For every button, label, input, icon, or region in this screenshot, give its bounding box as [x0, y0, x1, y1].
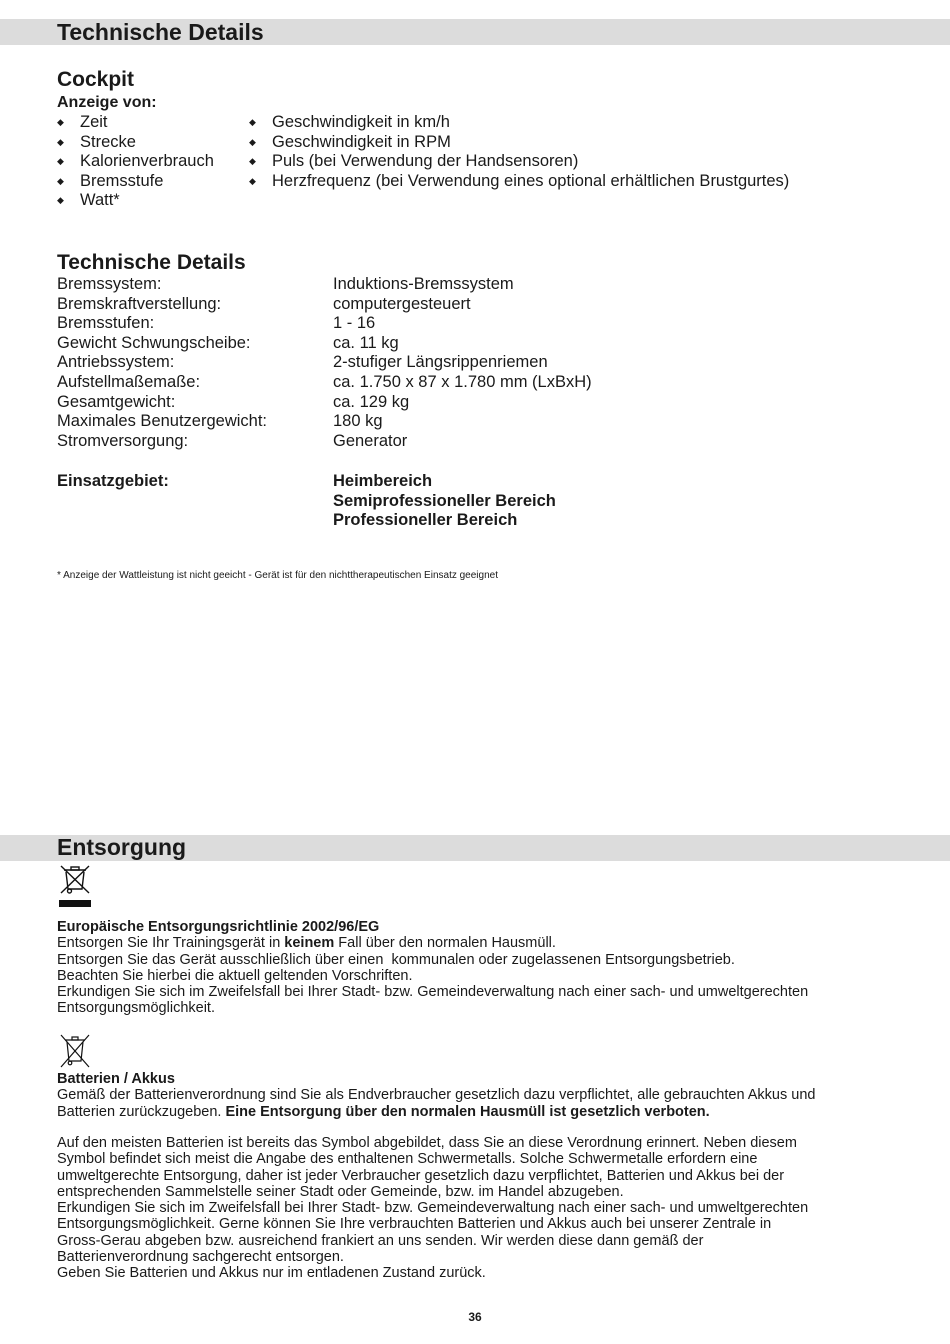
spec-row — [57, 432, 757, 452]
eu-directive-title: Europäische Entsorgungsrichtlinie 2002/96/EG — [57, 919, 380, 935]
battery-line — [57, 1104, 907, 1120]
battery-block — [57, 1071, 907, 1120]
battery-line: Gross-Gerau abgeben bzw. ausreichend frankiert an uns senden. Wir werden diese dann gemäß der — [57, 1232, 704, 1249]
battery-line: Entsorgungsmöglichkeit. Gerne können Sie Ihre verbrauchten Batterien und Akkus auch bei unserer Zentrale in — [57, 1216, 772, 1233]
spec-label: Aufstellmaßemaße: — [57, 372, 201, 391]
cockpit-left-list — [57, 113, 214, 211]
page-title: Technische Details — [57, 19, 264, 45]
eu-line — [57, 935, 907, 951]
list-item: ◆ Herzfrequenz (bei Verwendung eines optional erhältlichen Brustgurtes) — [249, 172, 789, 192]
battery-line: umweltgerechte Entsorgung, daher ist jeder Verbraucher gesetzlich dazu verpflichtet, Batterien und Akkus bei der — [57, 1167, 785, 1184]
battery-title: Batterien / Akkus — [57, 1071, 175, 1087]
battery-line: Gemäß der Batterienverordnung sind Sie als Endverbraucher gesetzlich dazu verpflichtet, alle gebrauchten Akkus und — [57, 1087, 816, 1104]
crossed-out-battery-bin-icon — [57, 1032, 93, 1070]
page-number: 36 — [468, 1310, 482, 1324]
footnote: * Anzeige der Wattleistung ist nicht geeicht - Gerät ist für den nichttherapeutischen Einsatz geeignet — [57, 570, 498, 581]
spec-label: Bremsstufen: — [57, 314, 155, 333]
spec-row — [57, 373, 757, 393]
spec-label: Antriebssystem: — [57, 353, 175, 372]
spec-label: Gewicht Schwungscheibe: — [57, 333, 251, 352]
battery-line: Auf den meisten Batterien ist bereits das Symbol abgebildet, dass Sie an diese Verordnung erinnert. Neben diesem — [57, 1135, 797, 1151]
emphasis-text: Eine Entsorgung über den normalen Hausmüll ist gesetzlich verboten. — [225, 1103, 710, 1120]
spec-value: ca. 1.750 x 87 x 1.780 mm (LxBxH) — [333, 372, 592, 391]
battery-line: Symbol befindet sich meist die Angabe des enthaltenen Schwermetalls. Solche Schwermetalle erfordern eine — [57, 1151, 758, 1168]
usage-label: Einsatzgebiet: — [57, 472, 169, 490]
spec-table — [57, 275, 757, 451]
spec-value: 2-stufiger Längsrippenriemen — [333, 353, 548, 372]
spec-value: 1 - 16 — [333, 314, 376, 333]
list-item: ◆ Bremsstufe — [57, 172, 214, 192]
battery-line: Erkundigen Sie sich im Zweifelsfall bei Ihrer Stadt- bzw. Gemeindeverwaltung nach einer sach- und umweltgerechten — [57, 1200, 809, 1217]
spec-label: Bremssystem: — [57, 275, 162, 293]
cockpit-heading: Cockpit — [57, 68, 135, 91]
cockpit-right-list — [249, 113, 789, 191]
spec-value: ca. 11 kg — [333, 333, 399, 352]
eu-line: Entsorgen Sie das Gerät ausschließlich über einen kommunalen oder zugelassenen Entsorgungsbetrieb. — [57, 951, 735, 968]
spec-row — [57, 334, 757, 354]
emphasis-text: keinem — [284, 935, 335, 952]
battery-line: Batterienverordnung sachgerecht entsorgen. — [57, 1249, 344, 1266]
list-item: ◆ Kalorienverbrauch — [57, 152, 214, 172]
eu-line: Beachten Sie hierbei die aktuell geltenden Vorschriften. — [57, 967, 413, 984]
disposal-heading: Entsorgung — [57, 834, 187, 860]
eu-directive-block — [57, 919, 907, 1017]
spec-label: Bremskraftverstellung: — [57, 294, 222, 313]
spec-value: 180 kg — [333, 412, 383, 431]
spec-label: Stromversorgung: — [57, 431, 189, 450]
list-item: ◆ Geschwindigkeit in km/h — [249, 113, 789, 133]
list-item: ◆ Zeit — [57, 113, 214, 133]
list-item: ◆ Strecke — [57, 133, 214, 153]
text-span: Entsorgen Sie Ihr Trainingsgerät in — [57, 935, 285, 952]
spec-label: Gesamtgewicht: — [57, 392, 176, 411]
battery-line: entsprechenden Sammelstelle seiner Stadt oder Gemeinde, bzw. im Handel abzugeben. — [57, 1183, 624, 1200]
usage-value: Semiprofessioneller Bereich — [333, 491, 556, 510]
spec-row — [57, 393, 757, 413]
text-span: Batterien zurückzugeben. — [57, 1103, 226, 1120]
spec-row — [57, 275, 757, 295]
usage-value: Heimbereich — [333, 472, 433, 490]
spec-row — [57, 412, 757, 432]
spec-value: Induktions-Bremssystem — [333, 275, 514, 293]
spec-row — [57, 353, 757, 373]
cockpit-subtitle: Anzeige von: — [57, 94, 157, 111]
spec-value: computergesteuert — [333, 294, 471, 313]
spec-row — [57, 314, 757, 334]
list-item: ◆ Puls (bei Verwendung der Handsensoren) — [249, 152, 789, 172]
usage-value: Professioneller Bereich — [333, 511, 518, 530]
battery-line: Geben Sie Batterien und Akkus nur im entladenen Zustand zurück. — [57, 1265, 486, 1282]
usage-values — [333, 472, 556, 531]
list-item: ◆ Watt* — [57, 191, 214, 211]
eu-line: Erkundigen Sie sich im Zweifelsfall bei Ihrer Stadt- bzw. Gemeindeverwaltung nach einer sach- und umweltgerechten — [57, 984, 809, 1001]
list-item: ◆ Geschwindigkeit in RPM — [249, 133, 789, 153]
eu-line: Entsorgungsmöglichkeit. — [57, 1000, 215, 1017]
tech-heading: Technische Details — [57, 251, 246, 274]
battery-paragraph — [57, 1135, 907, 1282]
spec-label: Maximales Benutzergewicht: — [57, 412, 268, 431]
crossed-out-wheelie-bin-icon — [57, 862, 93, 908]
spec-value: ca. 129 kg — [333, 392, 410, 411]
spec-row — [57, 295, 757, 315]
text-span: Fall über den normalen Hausmüll. — [334, 935, 556, 952]
spec-value: Generator — [333, 431, 408, 450]
